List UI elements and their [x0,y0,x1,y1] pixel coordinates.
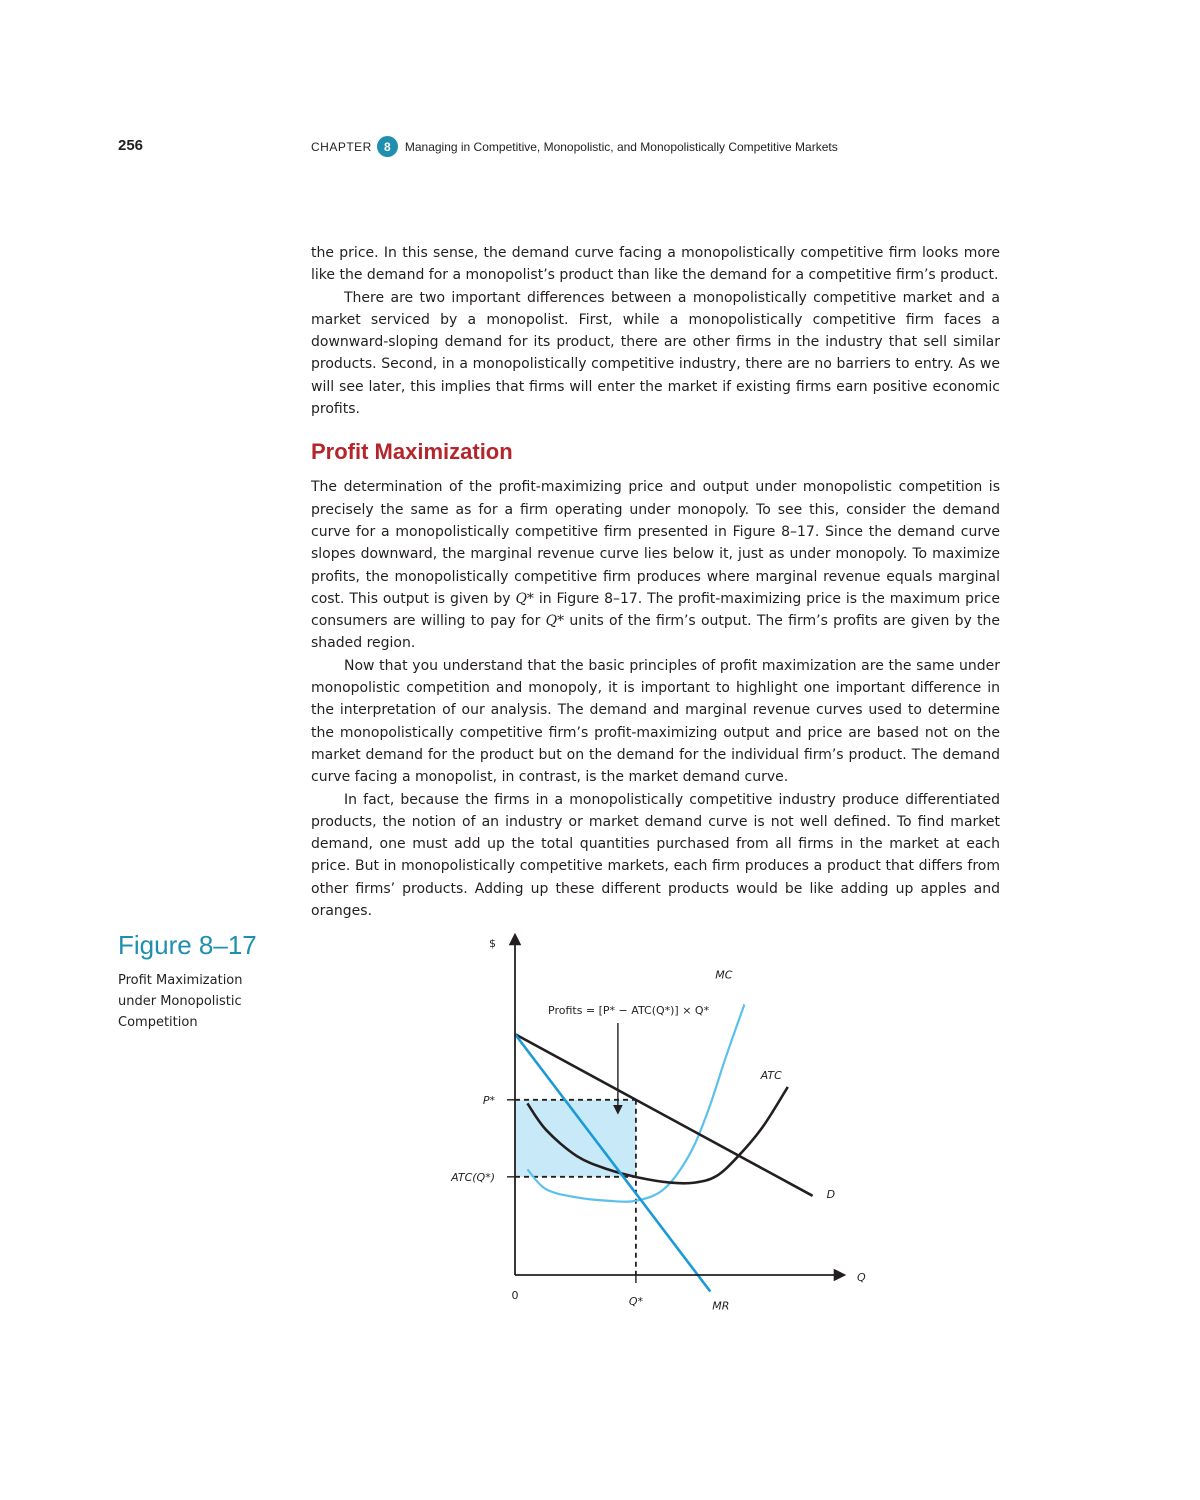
paragraph-3-part-c: units of the firm’s output. The firm’s profits are given by the shaded region. [311,613,1000,652]
body-text [311,242,1000,922]
q-star-inline-1: Q* [515,590,534,607]
y-axis-label: $ [489,937,496,950]
mc-label: MC [715,968,733,982]
chapter-title: Managing in Competitive, Monopolistic, and Monopolistically Competitive Markets [404,139,838,154]
section-heading: Profit Maximization [311,439,513,465]
paragraph-5: In fact, because the firms in a monopolistically competitive industry produce differentiated products, the notion of an industry or market demand curve is not well defined. To find market demand, one must add up the total quantities purchased from all firms in the market at each price. But in monopolistically competitive markets, each firm produces a product that differs from other firms’ products. Adding up these different products would be like adding up apples and oranges. [311,791,1000,920]
running-head [311,136,838,157]
plot-area [450,937,866,1313]
demand-label: D [826,1187,836,1201]
paragraph-2: There are two important differences between a monopolistically competitive market and a market serviced by a monopolist. First, while a monopolistically competitive firm faces a downward-sloping demand for its product, there are other firms in the industry that sell similar products. Second, in a monopolistically competitive industry, there are no barriers to entry. As we will see later, this implies that firms will enter the market if existing firms earn positive economic profits. [311,289,1000,418]
page-number: 256 [118,137,144,154]
chapter-word: CHAPTER [311,139,372,154]
atc-label: ATC [760,1068,782,1082]
origin-label: 0 [511,1289,519,1302]
paragraph-4: Now that you understand that the basic principles of profit maximization are the same under monopolistic competition and monopoly, it is important to highlight one important difference in the interpretation of our analysis. The demand and marginal revenue curves used to determine the monopolistically competitive firm’s profit-maximizing output and price are based not on the market demand for the product but on the demand for the individual firm’s product. The demand curve facing a monopolist, in contrast, is the market demand curve. [311,657,1000,786]
paragraph-3-part-a: The determination of the profit-maximizing price and output under monopolistic competition is precisely the same as for a firm operating under monopoly. To see this, consider the demand curve for a monopolistically competitive firm presented in Figure 8–17. Since the demand curve slopes downward, the marginal revenue curve lies below it, just as under monopoly. To maximize profits, the monopolistically competitive firm produces where marginal revenue equals marginal cost. This output is given by [311,479,1000,607]
figure-label: Figure 8–17 [118,930,257,960]
atc-star-label: ATC(Q*) [451,1170,495,1184]
mr-label: MR [712,1299,730,1313]
x-axis-label: Q [857,1271,866,1284]
chapter-badge: 8 [377,136,398,157]
paragraph-1: the price. In this sense, the demand curve facing a monopolistically competitive firm looks more like the demand for a monopolist’s product than like the demand for a competitive firm’s product. [311,245,1000,284]
paragraph-3-part-b: in Figure 8–17. The profit-maximizing price is the maximum price consumers are willing to pay for [311,590,1000,630]
q-star-inline-2: Q* [545,613,565,630]
figure-caption: Profit Maximization under Monopolistic Competition [118,973,243,1030]
p-star-label: P* [482,1093,495,1107]
profit-maximization-chart [420,925,890,1325]
profit-annotation: Profits = [P* − ATC(Q*)] × Q* [548,1004,710,1017]
paragraph-3 [311,476,1000,654]
q-star-label: Q* [628,1295,643,1308]
